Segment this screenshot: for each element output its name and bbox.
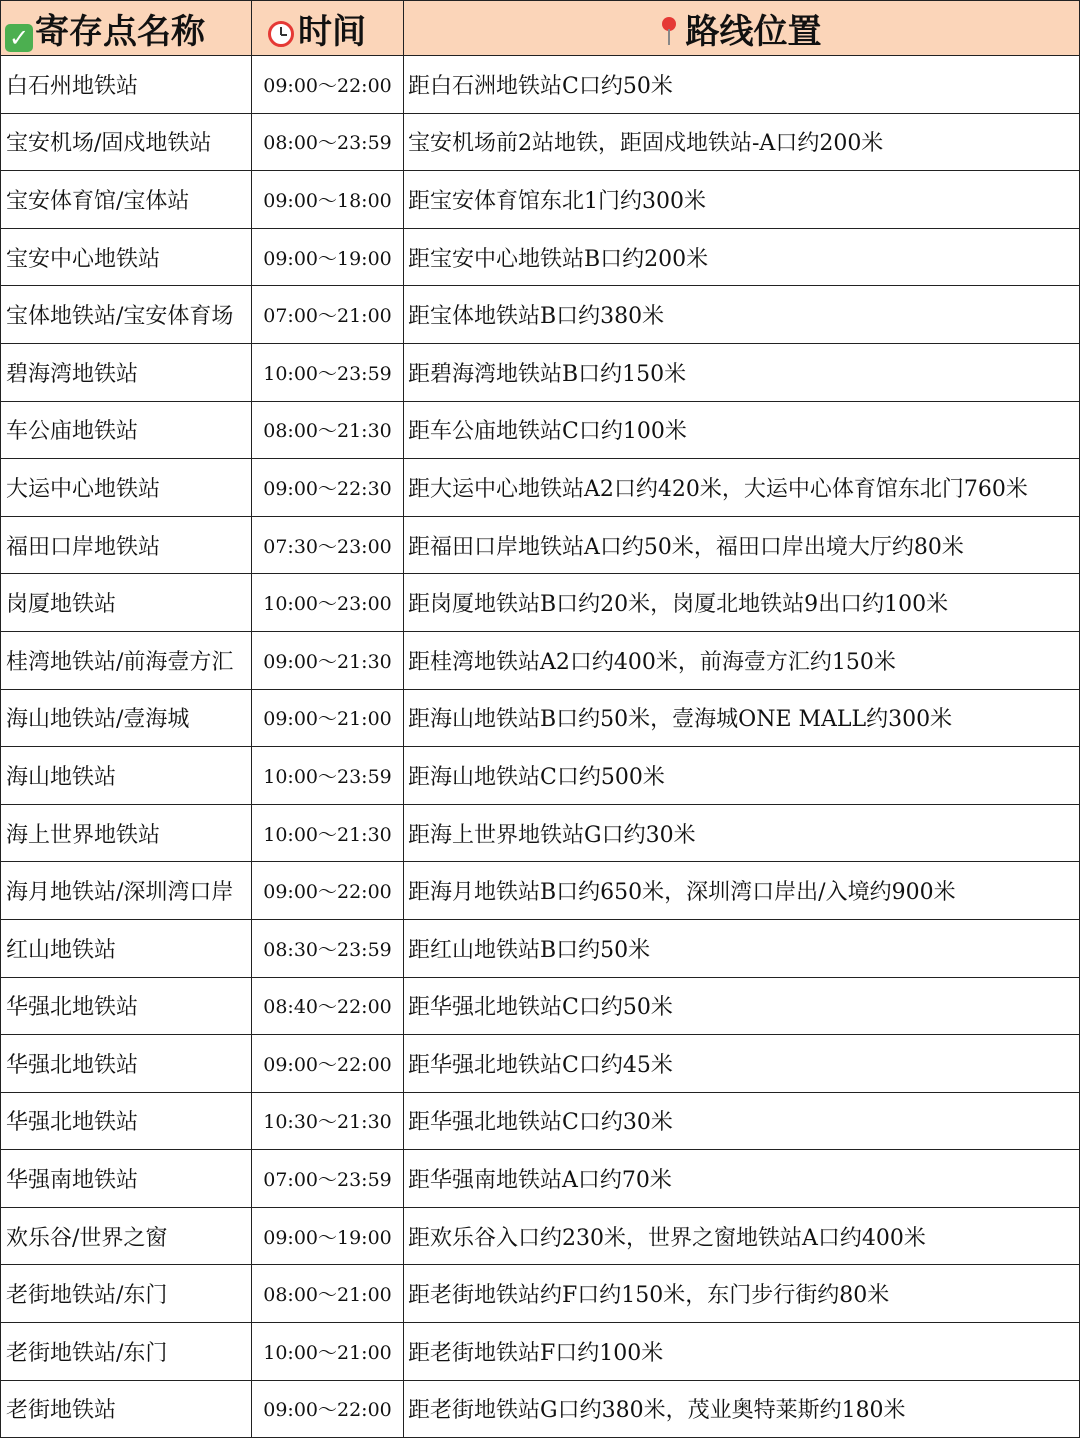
opening-hours-cell: 09:00～22:30 <box>252 459 404 517</box>
table-row <box>1 459 1080 517</box>
location-name-cell: 宝安体育馆/宝体站 <box>1 171 252 229</box>
route-location-cell: 距老街地铁站约F口约150米，东门步行街约80米 <box>404 1265 1080 1323</box>
route-location-cell: 距华强北地铁站C口约30米 <box>404 1092 1080 1150</box>
location-name-cell: 海山地铁站 <box>1 747 252 805</box>
opening-hours-cell: 08:40～22:00 <box>252 977 404 1035</box>
location-name-cell: 华强北地铁站 <box>1 977 252 1035</box>
table-header <box>1 1 1080 56</box>
alarm-clock-icon <box>268 21 294 47</box>
route-location-cell: 距华强北地铁站C口约45米 <box>404 1035 1080 1093</box>
header-row <box>1 1 1080 56</box>
location-name-cell: 海上世界地铁站 <box>1 804 252 862</box>
opening-hours-cell: 07:30～23:00 <box>252 516 404 574</box>
location-name-cell: 车公庙地铁站 <box>1 401 252 459</box>
route-location-cell: 距车公庙地铁站C口约100米 <box>404 401 1080 459</box>
opening-hours-cell: 08:30～23:59 <box>252 919 404 977</box>
opening-hours-cell: 09:00～22:00 <box>252 1035 404 1093</box>
opening-hours-cell: 10:00～23:59 <box>252 747 404 805</box>
opening-hours-cell: 09:00～22:00 <box>252 1380 404 1438</box>
location-name-cell: 华强南地铁站 <box>1 1150 252 1208</box>
table-row <box>1 631 1080 689</box>
table-row <box>1 689 1080 747</box>
route-location-cell: 距华强南地铁站A口约70米 <box>404 1150 1080 1208</box>
table-row <box>1 228 1080 286</box>
header-name-label: 寄存点名称 <box>35 11 205 52</box>
route-location-cell: 距岗厦地铁站B口约20米，岗厦北地铁站9出口约100米 <box>404 574 1080 632</box>
table-row <box>1 1150 1080 1208</box>
location-name-cell: 海山地铁站/壹海城 <box>1 689 252 747</box>
location-name-cell: 大运中心地铁站 <box>1 459 252 517</box>
table-row <box>1 516 1080 574</box>
location-name-cell: 老街地铁站 <box>1 1380 252 1438</box>
location-name-cell: 宝安机场/固戍地铁站 <box>1 113 252 171</box>
route-location-cell: 距海月地铁站B口约650米，深圳湾口岸出/入境约900米 <box>404 862 1080 920</box>
location-name-cell: 碧海湾地铁站 <box>1 343 252 401</box>
table-row <box>1 1207 1080 1265</box>
route-location-cell: 距海山地铁站B口约50米，壹海城ONE MALL约300米 <box>404 689 1080 747</box>
location-name-cell: 红山地铁站 <box>1 919 252 977</box>
table-row <box>1 1323 1080 1381</box>
location-name-cell: 华强北地铁站 <box>1 1092 252 1150</box>
header-route-column <box>404 1 1080 56</box>
opening-hours-cell: 09:00～22:00 <box>252 56 404 114</box>
opening-hours-cell: 08:00～23:59 <box>252 113 404 171</box>
table-row <box>1 747 1080 805</box>
table-row <box>1 1380 1080 1438</box>
table-row <box>1 977 1080 1035</box>
opening-hours-cell: 09:00～18:00 <box>252 171 404 229</box>
opening-hours-cell: 09:00～21:00 <box>252 689 404 747</box>
route-location-cell: 距华强北地铁站C口约50米 <box>404 977 1080 1035</box>
route-location-cell: 距宝安体育馆东北1门约300米 <box>404 171 1080 229</box>
opening-hours-cell: 07:00～23:59 <box>252 1150 404 1208</box>
table-row <box>1 919 1080 977</box>
table-row <box>1 401 1080 459</box>
location-name-cell: 岗厦地铁站 <box>1 574 252 632</box>
map-pin-icon <box>662 17 676 47</box>
route-location-cell: 距红山地铁站B口约50米 <box>404 919 1080 977</box>
header-route-label: 路线位置 <box>685 11 822 52</box>
opening-hours-cell: 10:00～23:59 <box>252 343 404 401</box>
location-name-cell: 欢乐谷/世界之窗 <box>1 1207 252 1265</box>
opening-hours-cell: 10:00～21:30 <box>252 804 404 862</box>
opening-hours-cell: 10:00～23:00 <box>252 574 404 632</box>
route-location-cell: 距宝安中心地铁站B口约200米 <box>404 228 1080 286</box>
location-name-cell: 宝体地铁站/宝安体育场 <box>1 286 252 344</box>
location-name-cell: 华强北地铁站 <box>1 1035 252 1093</box>
route-location-cell: 距碧海湾地铁站B口约150米 <box>404 343 1080 401</box>
route-location-cell: 距海山地铁站C口约500米 <box>404 747 1080 805</box>
header-name-column <box>1 1 252 56</box>
route-location-cell: 距欢乐谷入口约230米，世界之窗地铁站A口约400米 <box>404 1207 1080 1265</box>
location-name-cell: 海月地铁站/深圳湾口岸 <box>1 862 252 920</box>
route-location-cell: 距大运中心地铁站A2口约420米，大运中心体育馆东北门760米 <box>404 459 1080 517</box>
location-name-cell: 白石州地铁站 <box>1 56 252 114</box>
opening-hours-cell: 10:00～21:00 <box>252 1323 404 1381</box>
location-name-cell: 老街地铁站/东门 <box>1 1265 252 1323</box>
opening-hours-cell: 09:00～19:00 <box>252 228 404 286</box>
opening-hours-cell: 07:00～21:00 <box>252 286 404 344</box>
table-row <box>1 804 1080 862</box>
table-row <box>1 343 1080 401</box>
location-name-cell: 福田口岸地铁站 <box>1 516 252 574</box>
header-time-column <box>252 1 404 56</box>
opening-hours-cell: 09:00～19:00 <box>252 1207 404 1265</box>
opening-hours-cell: 08:00～21:00 <box>252 1265 404 1323</box>
opening-hours-cell: 10:30～21:30 <box>252 1092 404 1150</box>
table-row <box>1 1092 1080 1150</box>
route-location-cell: 距桂湾地铁站A2口约400米，前海壹方汇约150米 <box>404 631 1080 689</box>
opening-hours-cell: 09:00～22:00 <box>252 862 404 920</box>
table-row <box>1 1035 1080 1093</box>
route-location-cell: 距宝体地铁站B口约380米 <box>404 286 1080 344</box>
route-location-cell: 宝安机场前2站地铁，距固戍地铁站-A口约200米 <box>404 113 1080 171</box>
header-time-label: 时间 <box>298 11 366 52</box>
route-location-cell: 距老街地铁站G口约380米，茂业奥特莱斯约180米 <box>404 1380 1080 1438</box>
location-name-cell: 桂湾地铁站/前海壹方汇 <box>1 631 252 689</box>
location-name-cell: 宝安中心地铁站 <box>1 228 252 286</box>
table-row <box>1 286 1080 344</box>
table-row <box>1 171 1080 229</box>
route-location-cell: 距海上世界地铁站G口约30米 <box>404 804 1080 862</box>
table-row <box>1 56 1080 114</box>
route-location-cell: 距福田口岸地铁站A口约50米，福田口岸出境大厅约80米 <box>404 516 1080 574</box>
table-row <box>1 1265 1080 1323</box>
route-location-cell: 距白石洲地铁站C口约50米 <box>404 56 1080 114</box>
table-row <box>1 862 1080 920</box>
location-name-cell: 老街地铁站/东门 <box>1 1323 252 1381</box>
opening-hours-cell: 08:00～21:30 <box>252 401 404 459</box>
table-row <box>1 574 1080 632</box>
opening-hours-cell: 09:00～21:30 <box>252 631 404 689</box>
table-row <box>1 113 1080 171</box>
route-location-cell: 距老街地铁站F口约100米 <box>404 1323 1080 1381</box>
table-body <box>1 56 1080 1438</box>
check-mark-icon: ✓ <box>5 24 33 52</box>
